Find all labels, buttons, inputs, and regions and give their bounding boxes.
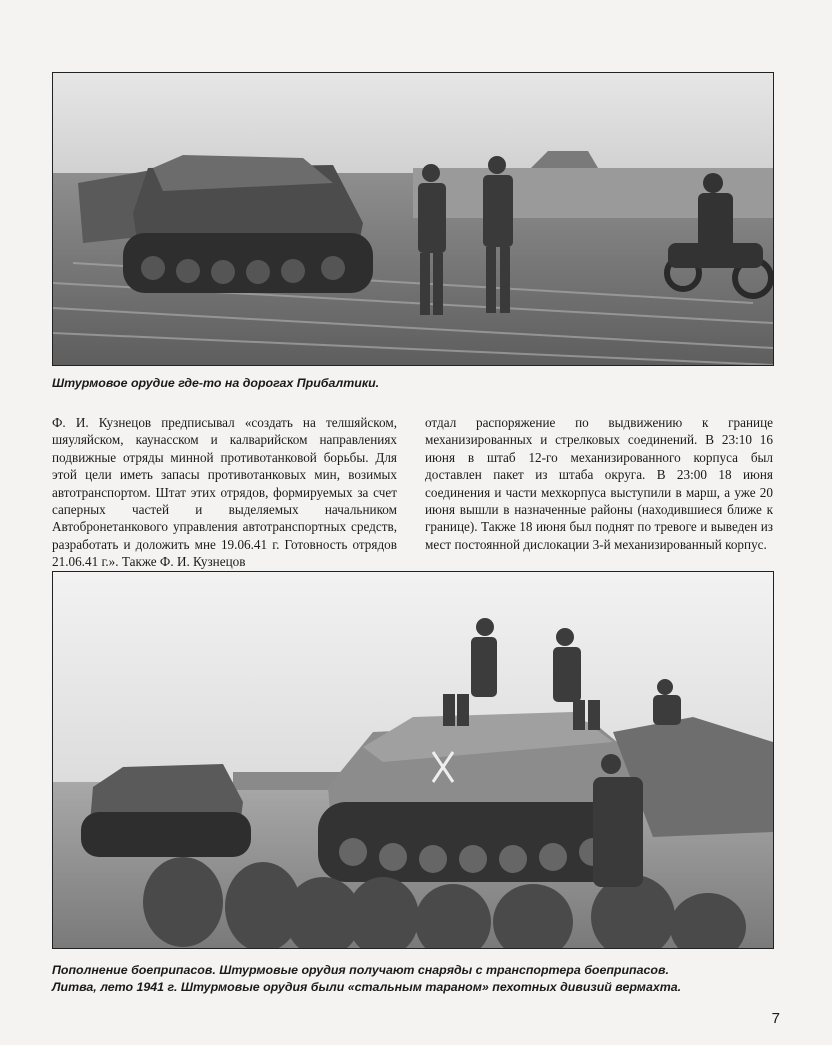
body-text-left-column xyxy=(52,414,397,571)
photo-caption-2-line-1: Пополнение боеприпасов. Штурмовые орудия получают снаряды с транспортера боеприпасов. xyxy=(52,963,669,977)
photo-caption-1: Штурмовое орудие где-то на дорогах Прибалтики. xyxy=(52,376,380,390)
photo-stug-column-road xyxy=(52,72,774,366)
body-text-right-column xyxy=(425,414,773,553)
page-number: 7 xyxy=(771,1010,780,1027)
stug-resupply-photo-illustration xyxy=(53,572,773,948)
paragraph-right: отдал распоряжение по выдвижению к границе механизированных и стрелковых соединений. В 23:10 16 июня в штаб 12-го механизированного корпуса был доставлен пакет из штаба округа. В 23:00 18 июня соединения и части мехкорпуса выступили в марш, а уже 20 июня вышли в назначенные районы (находившиеся ближе к границе). Также 18 июня был поднят по тревоге и выведен из мест постоянной дислокации 3-й механизированный корпус. xyxy=(425,415,773,552)
paragraph-left: Ф. И. Кузнецов предписывал «создать на телшяйском, шяуляйском, каунасском и калварийском направлениях подвижные отряды минной противотанковой борьбы. Для этой цели иметь запасы противотанковых мин, возимых автотранспортом. Штат этих отрядов, формируемых за счет саперных частей и выделяемых начальником Автобронетанкового управления автотранспортных средств, разработать и доложить мне 19.06.41 г. Готовность отрядов 21.06.41 г.». Также Ф. И. Кузнецов xyxy=(52,415,397,570)
photo-caption-2-line-2: Литва, лето 1941 г. Штурмовые орудия были «стальным тараном» пехотных дивизий вермахта. xyxy=(52,980,682,994)
stug-road-photo-illustration xyxy=(53,73,773,365)
photo-stug-ammunition-resupply xyxy=(52,571,774,949)
photo-caption-2 xyxy=(52,962,782,996)
